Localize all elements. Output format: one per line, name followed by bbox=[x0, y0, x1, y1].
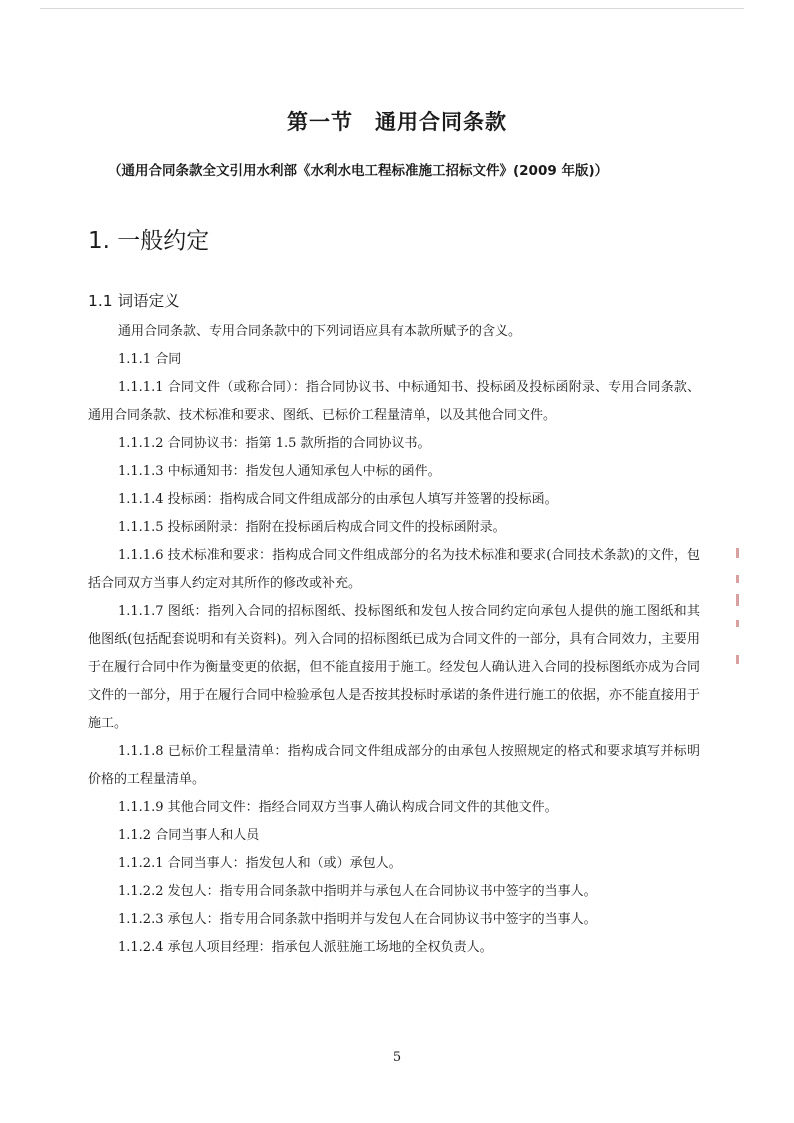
margin-mark bbox=[736, 655, 739, 664]
paragraph: 1.1.1.9 其他合同文件：指经合同双方当事人确认构成合同文件的其他文件。 bbox=[118, 800, 558, 815]
paragraph: 1.1.2.2 发包人：指专用合同条款中指明并与承包人在合同协议书中签字的当事人。 bbox=[118, 884, 597, 899]
margin-mark bbox=[736, 548, 739, 558]
paragraph: 通用合同条款、专用合同条款中的下列词语应具有本款所赋予的含义。 bbox=[118, 324, 522, 339]
subtitle: （通用合同条款全文引用水利部《水利水电工程标准施工招标文件》(2009 年版)） bbox=[108, 163, 609, 179]
paragraph: 1.1.1.3 中标通知书：指发包人通知承包人中标的函件。 bbox=[118, 464, 441, 479]
scan-edge-line bbox=[40, 8, 744, 9]
paragraph: 1.1.2.1 合同当事人：指发包人和（或）承包人。 bbox=[118, 856, 402, 871]
paragraph: 1.1.1.7 图纸：指列入合同的招标图纸、投标图纸和发包人按合同约定向承包人提供的施工图纸和其他图纸(包括配套说明和有关资料)。列入合同的招标图纸已成为合同文件的一部分，具有合同效力，主要用于在履行合同中作为衡量变更的依据，但不能直接用于施工。经发包人确认进入合同的投标图纸亦成为合同文件的一部分，用于在履行合同中检验承包人是否按其投标时承诺的条件进行施工的依据，亦不能直接用于施工。 bbox=[88, 604, 700, 731]
heading-1: 1. 一般约定 bbox=[88, 228, 210, 254]
section-title: 第一节 通用合同条款 bbox=[287, 110, 507, 134]
paragraph: 1.1.2 合同当事人和人员 bbox=[118, 828, 260, 843]
paragraph: 1.1.1.5 投标函附录：指附在投标函后构成合同文件的投标函附录。 bbox=[118, 520, 506, 535]
margin-mark bbox=[736, 594, 739, 606]
body-text bbox=[88, 318, 700, 962]
margin-mark bbox=[736, 620, 739, 627]
page-number: 5 bbox=[392, 1050, 402, 1065]
paragraph: 1.1.1.6 技术标准和要求：指构成合同文件组成部分的名为技术标准和要求(合同技术条款)的文件，包括合同双方当事人约定对其所作的修改或补充。 bbox=[88, 548, 700, 591]
margin-mark bbox=[736, 575, 739, 583]
paragraph: 1.1.1.4 投标函：指构成合同文件组成部分的由承包人填写并签署的投标函。 bbox=[118, 492, 558, 507]
paragraph: 1.1.1.8 已标价工程量清单：指构成合同文件组成部分的由承包人按照规定的格式和要求填写并标明价格的工程量清单。 bbox=[88, 744, 700, 787]
paragraph: 1.1.1 合同 bbox=[118, 352, 182, 367]
paragraph: 1.1.1.2 合同协议书：指第 1.5 款所指的合同协议书。 bbox=[118, 436, 431, 451]
paragraph: 1.1.2.3 承包人：指专用合同条款中指明并与发包人在合同协议书中签字的当事人。 bbox=[118, 912, 597, 927]
heading-2: 1.1 词语定义 bbox=[88, 292, 180, 310]
paragraph: 1.1.1.1 合同文件（或称合同）：指合同协议书、中标通知书、投标函及投标函附录、专用合同条款、通用合同条款、技术标准和要求、图纸、已标价工程量清单，以及其他合同文件。 bbox=[88, 380, 700, 423]
paragraph: 1.1.2.4 承包人项目经理：指承包人派驻施工场地的全权负责人。 bbox=[118, 940, 493, 955]
